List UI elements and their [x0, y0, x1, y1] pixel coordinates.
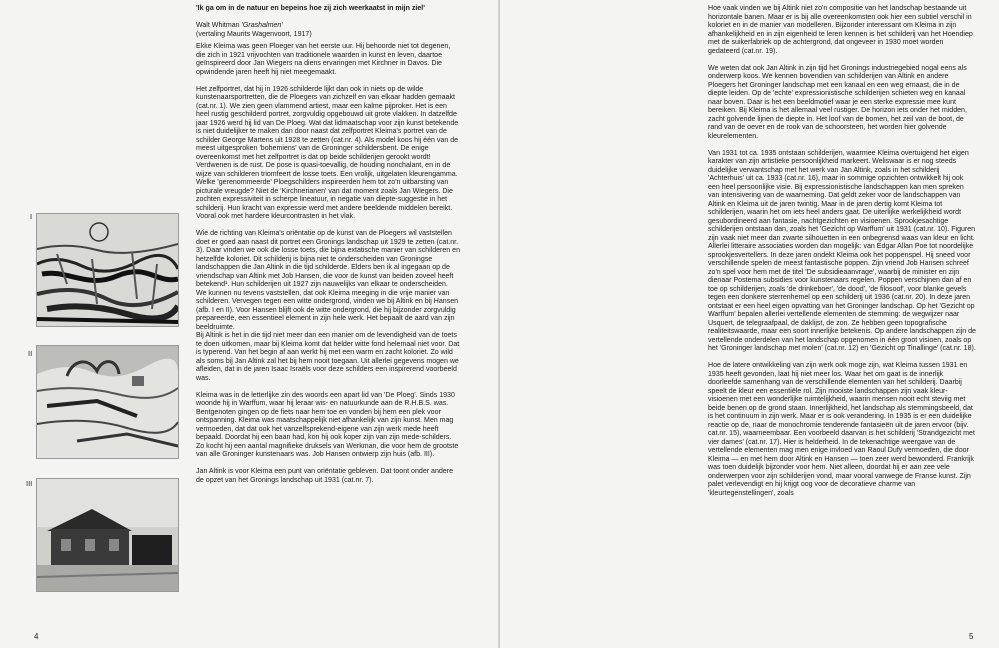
paragraph: Jan Altink is voor Kleima een punt van oriëntatie gebleven. Dat toont onder andere de opzet van het Gronings landschap uit 1931 (cat.nr. 7).: [196, 468, 453, 484]
paragraph: Wie de richting van Kleima's oriëntatie op de kunst van de Ploegers wil vaststellen doet er goed aan naast dit portret een Gronings landschap uit 1929 te zetten (cat.nr. 3). Daar vinden we ook die losse toets, die bijna extatische manier van schilderen en hetzelfde koloriet. Dit schilderij is bijna niet te onderscheiden van Groningse landschappen die Jan Altink in die tijd schilderde. Elders ben ik al ingegaan op de vriendschap van Altink met Job Hansen, die voor de kunst van beiden zoveel heeft betekend¹. Hun schilderijen uit 1927 zijn nauwelijks van elkaar te onderscheiden. We kunnen nu tevens vaststellen, dat ook Kleima meeging in die vrije manier van schilderen. Vervegen tegen een witte ondergrond, vinden we bij Altink en bij Hansen (afb. I en II). Voor Hansen blijft ook de witte ondergrond, die hij bijzonder zorgvuldig prepareerde, een essentieel element in zijn hele werk. Het bepaalt de aard van zijn beeldruimte.: [196, 230, 461, 331]
right-text-column: [708, 5, 976, 498]
figure-2-image: [37, 346, 178, 458]
figure-3-house-photo: [36, 478, 179, 592]
figure-1-image: [37, 214, 178, 326]
page-number-right: 5: [969, 632, 974, 641]
paragraph: We weten dat ook Jan Altink in zijn tijd het Gronings industriegebied nogal eens als onderwerp koos. We kennen bovendien van schilderijen van Altink en andere Ploegers het Groninger landschap met een kanaal en een weg ernaast, die in de diepte leiden. Op de 'echte' expressionistische schilderijen schieten weg en kanaal naar boven. Daar is het een beeldmotief waar je een sterke expressie mee kunt bereiken. Bij Kleima is het allemaal veel rustiger. De horizon iets onder het midden, zacht golvende lijnen de diepte in. Het loof van de bomen, het zeil van de boot, de rand van de oever en de rook van de schoorsteen, het worden hier golvende kleurelementen.: [708, 64, 967, 140]
paragraph: Ekke Kleima was geen Ploeger van het eerste uur. Hij behoorde niet tot degenen, die zich in 1921 vrijvochten van traditionele waarden in kunst en leven, daartoe geïnspireerd door Jan Wiegers na diens ervaringen met Kirchner in Davos. Die opwindende jaren heeft hij niet meegemaakt.: [196, 43, 451, 76]
figure-label-3: III: [26, 479, 33, 488]
left-text-column: [196, 5, 460, 485]
figure-3-image: [37, 479, 178, 591]
paragraph: Bij Altink is het in die tijd niet meer dan een manier om de levendigheid van de toets te doen uitkomen, maar bij Kleima komt dat helder witte fond helemaal niet voor. Dat is typerend. Van het begin af aan werkt hij met een warm en zacht koloriet. Zo wild als soms bij Jan Altink zal het bij hem nooit toegaan. Uit allerlei gegevens mogen we afleiden, dat in de jaren Isaac Israëls voor deze schilders een inspirerend voorbeeld was.: [196, 332, 460, 382]
paragraph: Hoe de latere ontwikkeling van zijn werk ook moge zijn, wat Kleima tussen 1931 en 1935 heeft gevonden, laat hij niet meer los. Waar het om gaat is de innerlijk doorleefde samenhang van de verschillende elementen van het schilderij. Daarbij speelt de kleur een essentiële rol. Zijn mooiste landschappen zijn vaak kleur-visioenen met een wonderlijke ruimtelijkheid, waarin mensen nooit echt steviig met beide benen op de grond staan. Innerlijkheid, het landschap als stemmingsbeeld, dat is het continuum in zijn werk. Maar er is ook verandering. In 1935 is er een duidelijke reactie op de, naar de monochromie tenderende fantasieën uit de jaren ervoor (bijv. cat.nr. 15), waarneembaar. Een voorbeeld daarvan is het schilderij 'Strandgezicht met vier dames' (cat.nr. 17). Hier is helderheid. In de tekenachtige weergave van de vertellende elementen mag men enige invloed van Raoul Dufy vermoeden, die door Kleima — en met hem door Altink en Hansen — toen zeer werd bewonderd. Frankrijk was toen duidelijk bijzonder voor hem. Niet alleen, doordat hij er aan zee vele onderwerpen voor zijn schilderijen vond, maar vooral vanwege de Franse kunst. Zijn palet verlevendigt en hij krijgt oog voor de decoratieve charme van 'kleurtegenstellingen', zoals: [708, 362, 975, 497]
epigraph-work: 'Grashalmen': [241, 22, 283, 29]
figure-label-1: I: [30, 212, 33, 221]
page-number-left: 4: [34, 632, 39, 641]
figure-1-landscape-painting: [36, 213, 179, 327]
epigraph-source: [196, 22, 460, 39]
paragraph: Hoe vaak vinden we bij Altink niet zo'n compositie van het landschap bestaande uit horizontale banen. Maar er is bij alle overeenkomsten ook hier een subtiel verschil in koloriet en in de manier van modelleren. Bijzonder interessant om Kleima in zijn afhankelijkheid en in zijn eigenheid te leren kennen is het schilderij van het Hoendiep met de suikerfabriek op de achtergrond, dat ongeveer in 1930 moet worden gedateerd (cat.nr. 19).: [708, 5, 973, 55]
epigraph-author: Walt Whitman: [196, 22, 240, 29]
paragraph: Het zelfportret, dat hij in 1926 schilderde lijkt dan ook in niets op de wilde kunstenaarsportretten, die de Ploegers van zichzelf en van elkaar hadden gemaakt (cat.nr. 1). We zien geen vlammend artiest, maar een kalme pijproker. Het is een heel rustig geschilderd portret, zorgvuldig opgebouwd uit grote vlakken. In datzelfde jaar 1926 werd hij lid van De Ploeg. Wat dat lidmaatschap voor zijn kunst betekende is niet duidelijker te maken dan door naast dat zelfportret Kleima's portret van de schilder George Martens uit 1928 te zetten (cat.nr. 4). Als model koos hij één van de meest uitgesproken 'bohemiens' van de Groninger schildersbent. De enige overeenkomst met het zelfportret is dat op beide schilderijen gerookt wordt! Verdwenen is de rust. De pose is quasi-toevallig, de houding nonchalant, en in de wijze van schilderen triomfeert de losse toets. Een vrolijk, uitgelaten kleurengamma. Welke 'gerenommeerde' Ploegschilders inspireerden hem tot zo'n uitbarsting van picturale vreugde? Niet de 'Kirchnerianen' van dat moment zoals Jan Wiegers. Die zochten expressiviteit in scherpe lineatuur, in negatie van diepte-suggestie in het schilderij. Hun kracht van expressie werd met andere beeldende middelen bereikt. Vooral ook met hardere kleurcontrasten in het vlak.: [196, 85, 459, 220]
left-page: [0, 0, 499, 648]
paragraph: Van 1931 tot ca. 1935 ontstaan schilderijen, waarmee Kleima overtuigend het eigen karakter van zijn artistieke persoonlijkheid markeert. Weliswaar is er nog steeds duidelijke verwantschap met het werk van Jan Altink, zoals in het schilderij 'Achterhuis' uit ca. 1933 (cat.nr. 16), maar in sommige opzichten ontwikkelt hij ook een heel persoonlijke visie. Bij expressionistische landschappen kan men spreken van intensivering van de waarneming. Dat geldt zeker voor de landschappen van Altink en Kleima uit de jaren twintig. Maar in de jaren dertig komt Kleima tot schilderijen, waarin het om iets heel anders gaat. De uiterlijke werkelijkheid wordt gesubordineerd aan fantasie, nachtgezichten en visioenen. Sprookjesachtige schilderijen ontstaan dan, zoals het 'Gezicht op Warffum' uit 1931 (cat.nr. 10). Figuren zijn vaak niet meer dan zwarte silhouetten in een onbegrensd waas van kleur en licht. Allerlei litteraire associaties worden dan mogelijk: van Edgar Allan Poe tot noordelijke sprookjesvertellers. In deze jaren ondekt Kleima ook het poppenspel. Hij sneed voor verschillende spelen de meest fantastische poppen. Zijn vriend Job Hansen schreef zo'n spel voor hem met de titel 'De subsidieaanvrage', waarbij de minister en zijn dienaar Postema subsidies voor kunstenaars regelen. Poppen verschijnen dan af en toe op schilderijen, zoals 'de drinkeboer', 'de dood', 'de filosoof', voor blanke gevels tegen een donkere sterrenhemel op een schilderij uit 1936 (cat.nr. 20). In deze jaren ontstaat er een heel eigen opvatting van het Groninger landschap. Op het 'Gezicht op Warffum' bepalen allerlei vertellende elementen de stemming: de wegwijzer naar Usquert, de telegraafpaal, de daklijst, de zon. Ze hebben geen topografische realiteitswaarde, maar een soort innerlijke betekenis. Op andere landschappen zijn de vertellende onderdelen van het landschap opgenomen in één groot visioen, zoals op het 'Groninger landschap met molen' (cat.nr. 12) en 'Gezicht op Tinallinge' (cat.nr. 18).: [708, 149, 976, 352]
epigraph-translation: (vertaling Maurits Wagenvoort, 1917): [196, 30, 312, 38]
figure-2-snow-landscape: [36, 345, 179, 459]
epigraph-quote: 'Ik ga om in de natuur en bepeins hoe zij zich weerkaatst in mijn ziel': [196, 5, 425, 12]
figure-label-2: II: [28, 349, 33, 358]
right-page: [500, 0, 999, 648]
paragraph: Kleima was in de letterlijke zin des woords een apart lid van 'De Ploeg'. Sinds 1930 woonde hij in Warffum, waar hij leraar wis- en natuurkunde aan de R.H.B.S. was. Bentgenoten gingen op de fiets naar hem toe en vonden bij hem een plek voor ontspanning. Kleima was maatschappelijk niet afhankelijk van zijn kunst. Men mag vermoeden, dat dat ook het vanzelfsprekend-eigene van zijn werk mede heeft bepaald. Doordat hij een baan had, kon hij ook koper zijn van zijn mede-schilders. Zo kocht hij een aantal magnifieke druksels van Werkman, die voor hem de grootste van alle Groninger kunstenaars was. Job Hansen ontwierp zijn huis (afb. III).: [196, 391, 459, 458]
